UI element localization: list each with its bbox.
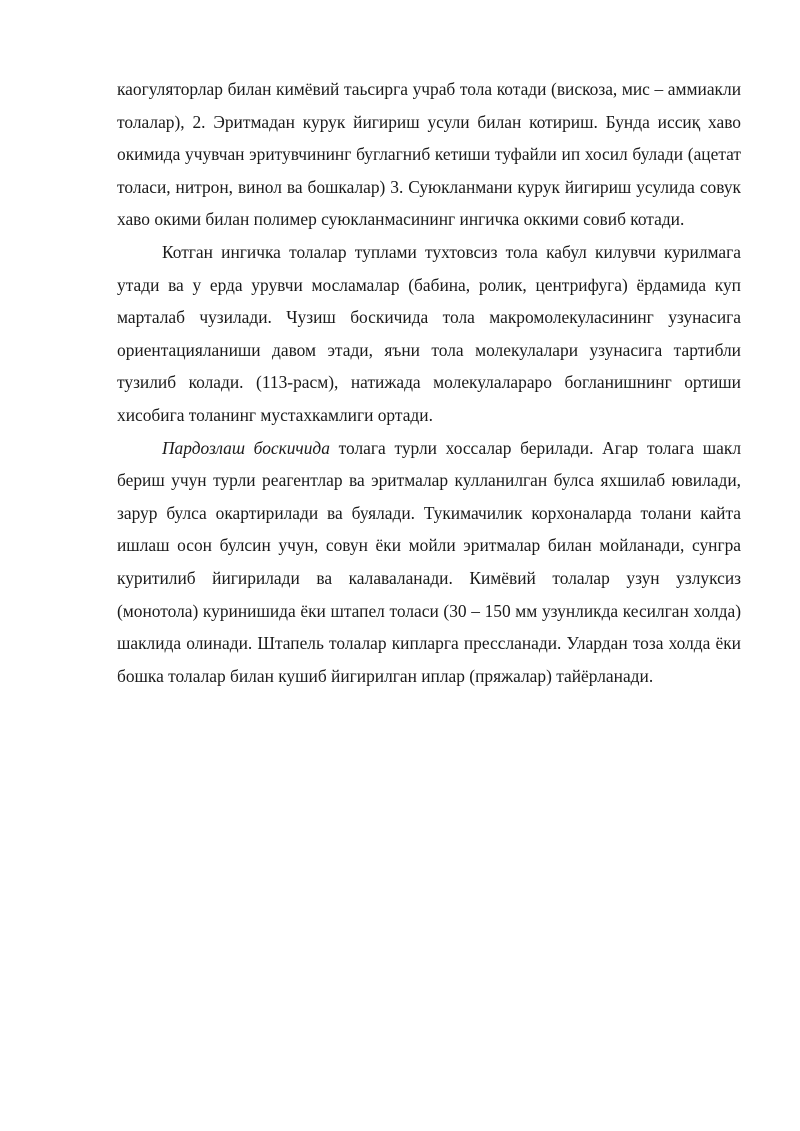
paragraph-2-text: Котган ингичка толалар туплами тухтовсиз тола кабул килувчи курилмага утади ва у ерда урувчи мосламалар (бабина, ролик, центрифуга) ёрдамида куп марталаб чузилади. Чузиш боскичида тола макромолекуласининг узунасига ориентацияланиши давом этади, яъни тола молекулалари узунасига тартибли тузилиб колади. (113-расм), натижада молекулалараро богланишнинг ортиши хисобига толанинг мустахкамлиги ортади. bbox=[117, 241, 741, 425]
document-body bbox=[117, 73, 741, 692]
paragraph-1 bbox=[117, 73, 741, 236]
paragraph-3-emphasis: Пардозлаш боскичида bbox=[162, 437, 330, 458]
paragraph-3 bbox=[117, 432, 741, 693]
paragraph-2 bbox=[117, 236, 741, 432]
paragraph-1-text: каогуляторлар билан кимёвий таьсирга учраб тола котади (вискоза, мис – аммиакли толалар), 2. Эритмадан курук йигириш усули билан котириш. Бунда иссиқ хаво окимида учувчан эритувчининг буглагниб кетиши туфайли ип хосил булади (ацетат толаси, нитрон, винол ва бошкалар) 3. Суюкланмани курук йигириш усулида совук хаво окими билан полимер суюкланмасининг ингичка оккими совиб котади. bbox=[117, 79, 741, 230]
paragraph-3-text: толага турли хоссалар берилади. Агар толага шакл бериш учун турли реагентлар ва эритмалар кулланилган булса яхшилаб ювилади, зарур булса окартирилади ва буялади. Тукимачилик корхоналарда толани кайта ишлаш осон булсин учун, совун ёки мойли эритмалар билан мойланади, сунгра куритилиб йигирилади ва калаваланади. Кимёвий толалар узун узлуксиз (монотола) куринишида ёки штапел толаси (30 – 150 мм узунликда кесилган холда) шаклида олинади. Штапель толалар кипларга прессланади. Улардан тоза холда ёки бошка толалар билан кушиб йигирилган иплар (пряжалар) тайёрланади. bbox=[117, 437, 741, 686]
